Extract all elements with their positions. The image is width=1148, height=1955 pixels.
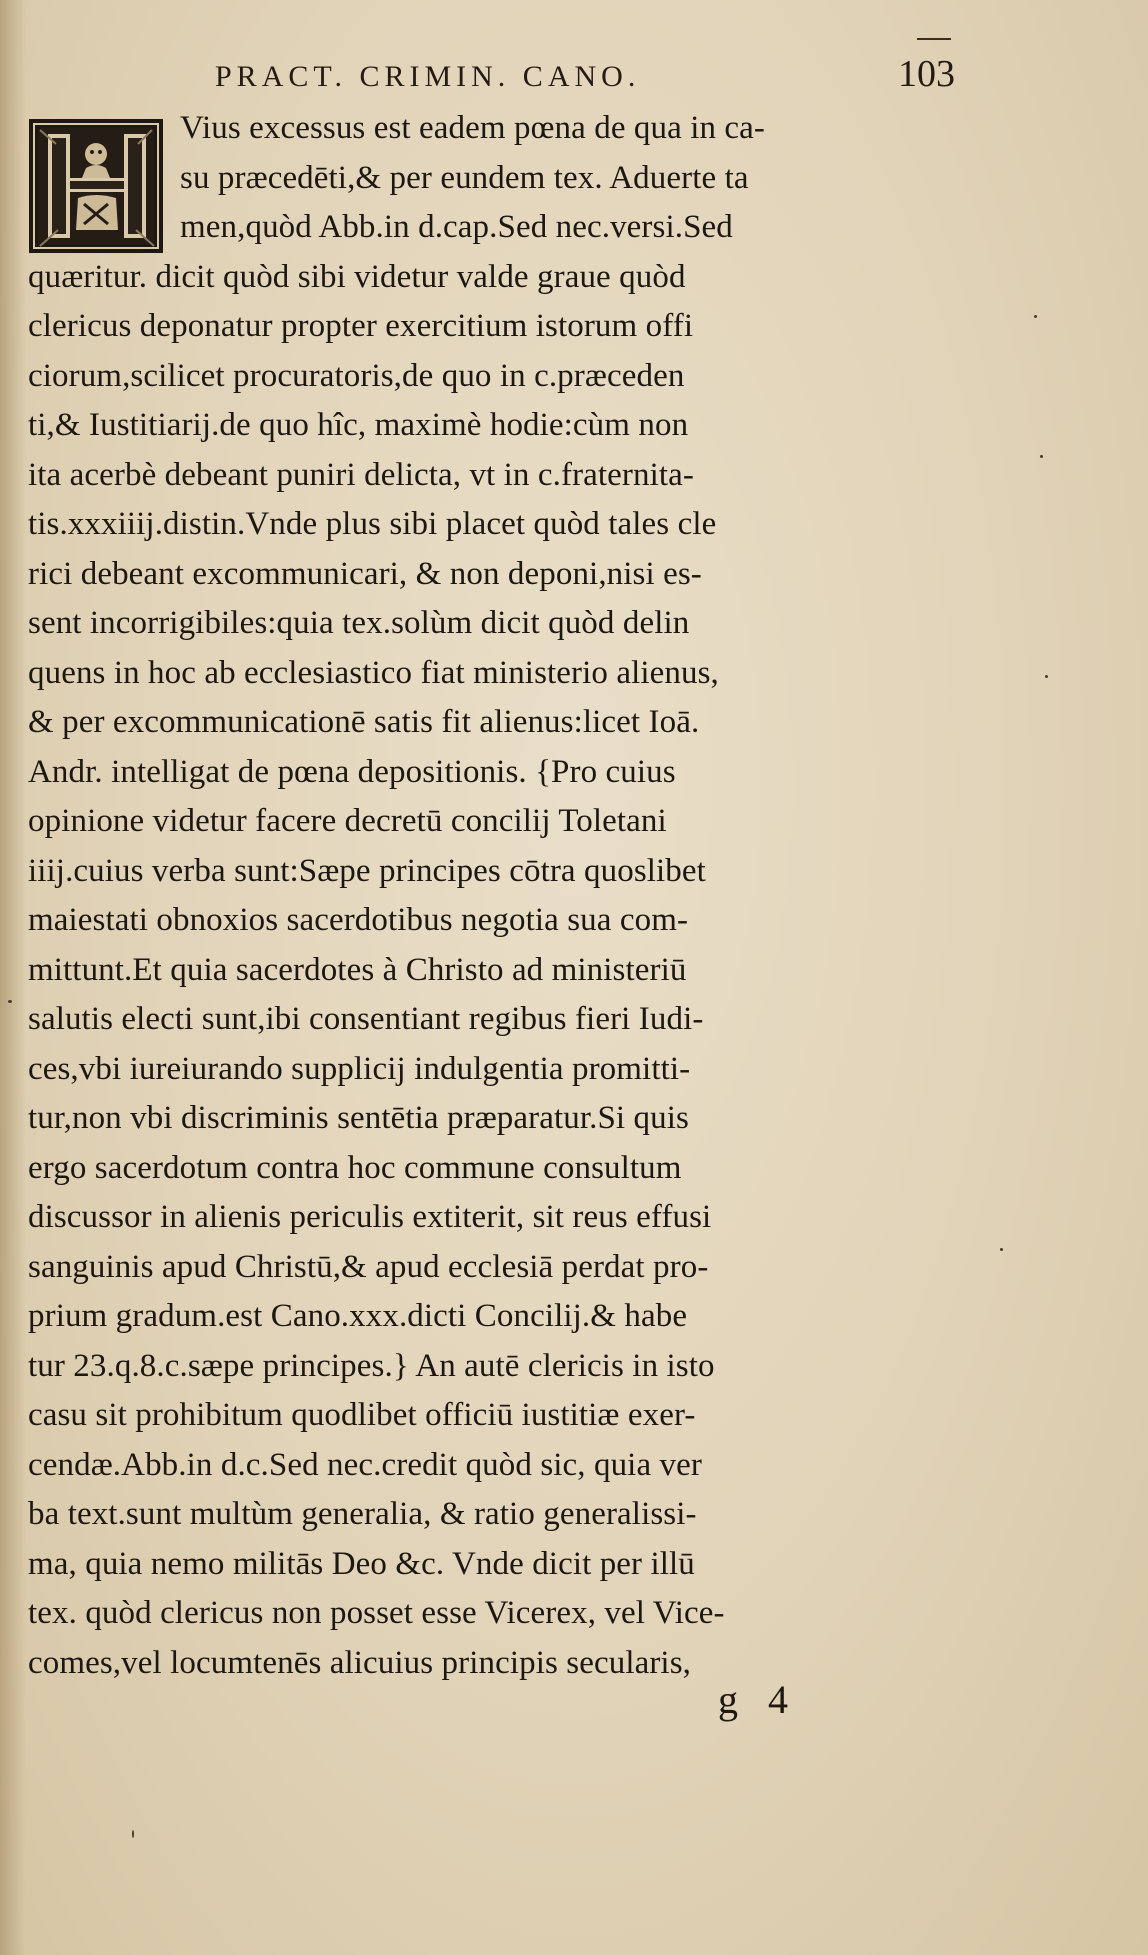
text-line: discussor in alienis periculis extiterit, sit reus effusi (28, 1199, 712, 1235)
text-line: su præcedēti,& per eundem tex. Aduerte ta (180, 159, 749, 196)
text-line: rici debeant excommunicari, & non deponi,nisi es- (28, 555, 702, 592)
text-line: tis.xxxiiij.distin.Vnde plus sibi placet quòd tales cle (28, 506, 717, 542)
text-line: clericus deponatur propter exercitium istorum offi (28, 308, 694, 344)
text-line: salutis electi sunt,ibi consentiant regibus fieri Iudi- (28, 1001, 704, 1037)
text-line: iiij.cuius verba sunt:Sæpe principes cōtra quoslibet (28, 852, 706, 889)
text-line: ma, quia nemo militās Deo &c. Vnde dicit per illū (28, 1545, 695, 1582)
text-line: quæritur. dicit quòd sibi videtur valde graue quòd (28, 258, 686, 295)
signature-mark: g 4 (718, 1677, 798, 1722)
running-head: PRACT. CRIMIN. CANO. (215, 60, 641, 93)
text-line: men,quòd Abb.in d.cap.Sed nec.versi.Sed (180, 209, 733, 245)
text-line: Andr. intelligat de pœna depositionis. {Pro cuius (28, 753, 676, 790)
text-line: ti,& Iustitiarij.de quo hîc, maximè hodie:cùm non (28, 407, 689, 443)
text-line: ita acerbè debeant puniri delicta, vt in c.fraternita- (28, 456, 694, 493)
text-line: cendæ.Abb.in d.c.Sed nec.credit quòd sic, quia ver (28, 1446, 702, 1483)
main-text-block (28, 104, 948, 1688)
text-line: maiestati obnoxios sacerdotibus negotia sua com- (28, 902, 689, 938)
page-gutter-shadow (0, 0, 26, 1955)
text-line: ba text.sunt multùm generalia, & ratio generalissi- (28, 1496, 697, 1532)
text-line: ciorum,scilicet procuratoris,de quo in c.præceden (28, 357, 685, 394)
text-line: tur,non vbi discriminis sentētia præparatur.Si quis (28, 1100, 689, 1136)
folio-number: 103 (898, 53, 955, 95)
text-line: opinione videtur facere decretū concilij Toletani (28, 803, 667, 839)
text-line: & per excommunicationē satis fit alienus:licet Ioā. (28, 704, 700, 740)
text-line: mittunt.Et quia sacerdotes à Christo ad ministeriū (28, 951, 687, 988)
text-line: Vius excessus est eadem pœna de qua in ca- (180, 110, 766, 146)
text-line: ergo sacerdotum contra hoc commune consultum (28, 1149, 682, 1186)
page-header (215, 52, 955, 102)
folio-overline (917, 38, 951, 40)
text-line: quens in hoc ab ecclesiastico fiat ministerio alienus, (28, 654, 719, 691)
text-line: ces,vbi iureiurando supplicij indulgentia promitti- (28, 1050, 691, 1087)
text-line: tur 23.q.8.c.sæpe principes.} An autē clericis in isto (28, 1347, 715, 1384)
text-line: casu sit prohibitum quodlibet officiū iustitiæ exer- (28, 1397, 696, 1433)
text-line: sent incorrigibiles:quia tex.solùm dicit quòd delin (28, 605, 690, 641)
text-line: comes,vel locumtenēs alicuius principis secularis, (28, 1644, 691, 1681)
text-line: prium gradum.est Cano.xxx.dicti Concilij.& habe (28, 1298, 688, 1334)
text-line: sanguinis apud Christū,& apud ecclesiā perdat pro- (28, 1248, 709, 1285)
text-line: tex. quòd clericus non posset esse Vicerex, vel Vice- (28, 1595, 725, 1631)
